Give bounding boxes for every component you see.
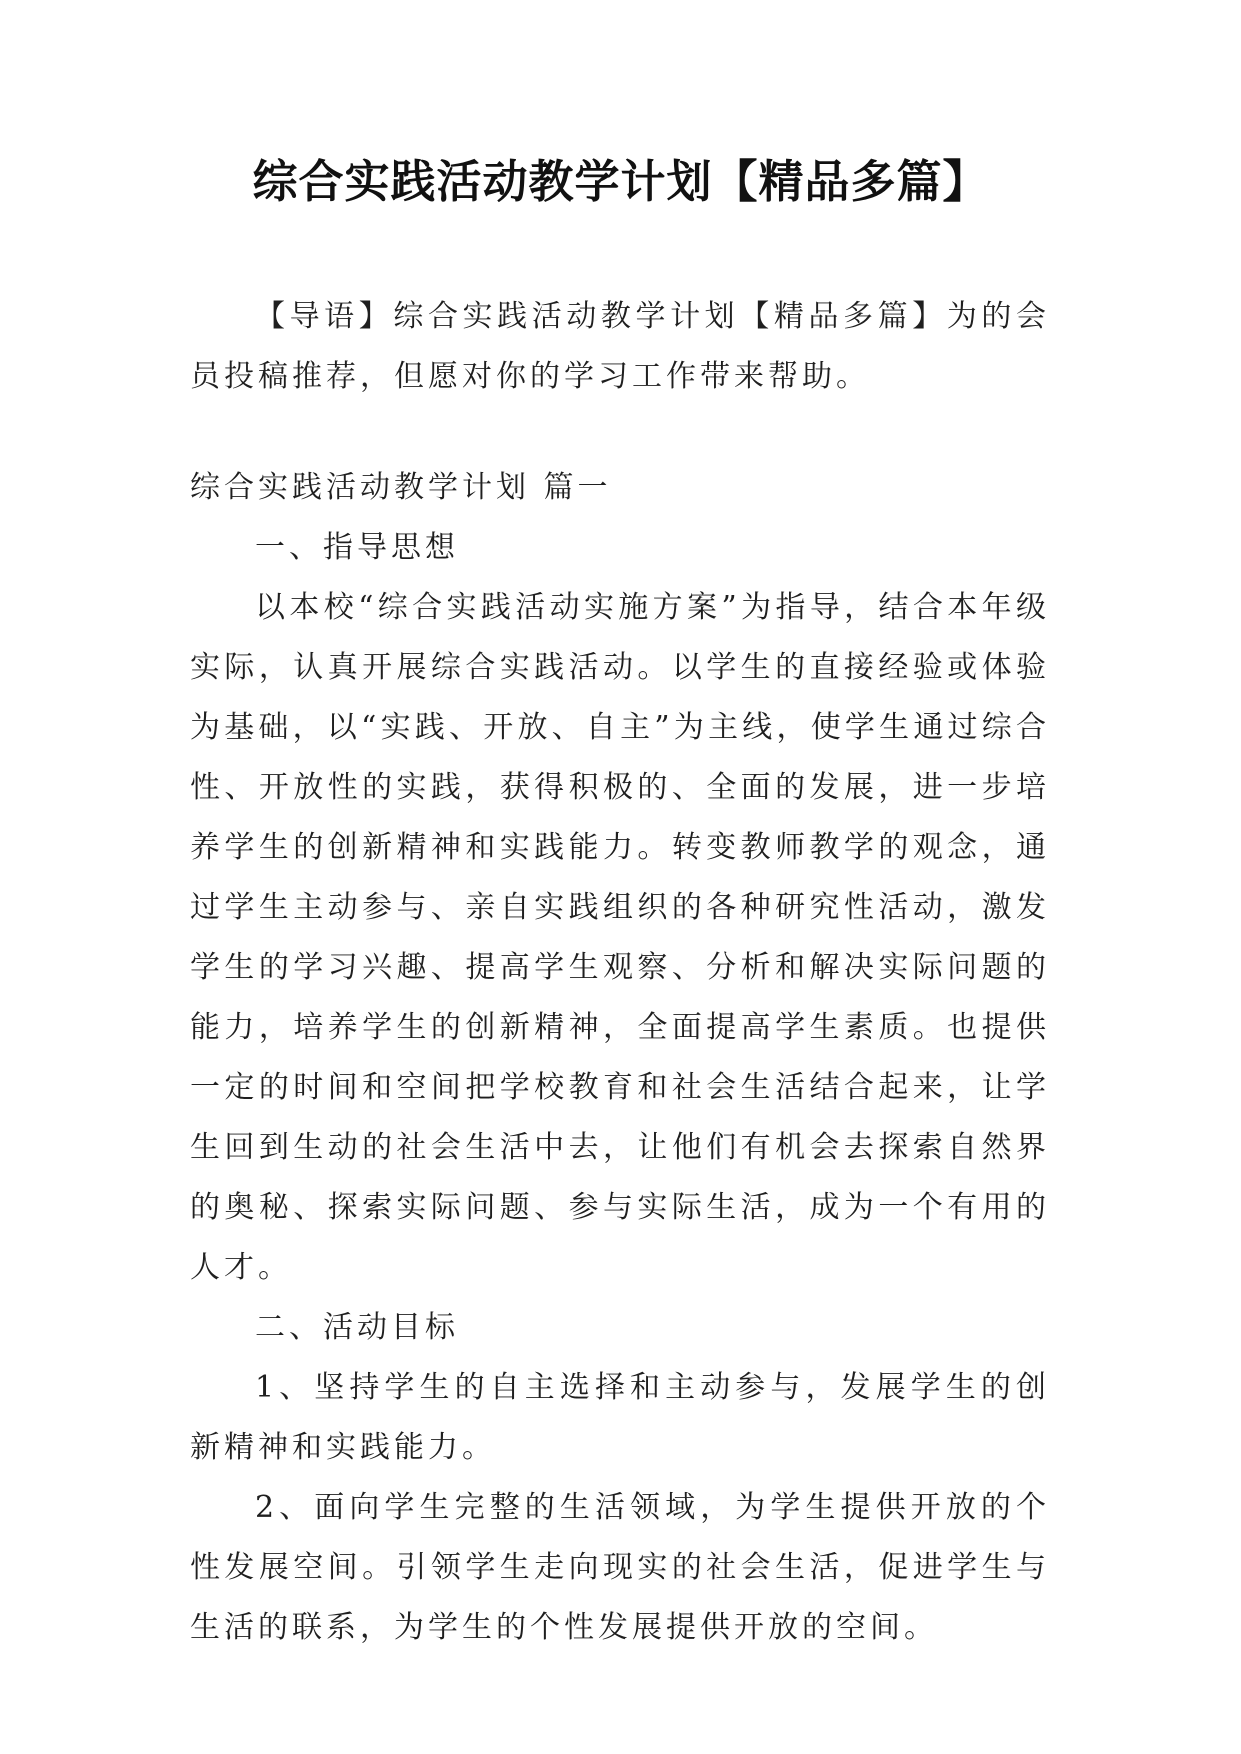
heading-guiding-ideology: 一、指导思想	[255, 530, 459, 565]
goal-item-1: 1、坚持学生的自主选择和主动参与，发展学生的创新精神和实践能力。	[190, 1370, 1050, 1465]
goal-item-2: 2、面向学生完整的生活领域，为学生提供开放的个性发展空间。引领学生走向现实的社会生活，促进学生与生活的联系，为学生的个性发展提供开放的空间。	[190, 1490, 1050, 1645]
intro-paragraph: 【导语】综合实践活动教学计划【精品多篇】为的会员投稿推荐，但愿对你的学习工作带来帮助。	[190, 299, 1050, 394]
section-content	[190, 518, 1050, 1658]
heading-activity-goals: 二、活动目标	[255, 1310, 459, 1345]
paragraph-guiding-ideology: 以本校“综合实践活动实施方案”为指导，结合本年级实际，认真开展综合实践活动。以学生的直接经验或体验为基础，以“实践、开放、自主”为主线，使学生通过综合性、开放性的实践，获得积极的、全面的发展，进一步培养学生的创新精神和实践能力。转变教师教学的观念，通过学生主动参与、亲自实践组织的各种研究性活动，激发学生的学习兴趣、提高学生观察、分析和解决实际问题的能力，培养学生的创新精神，全面提高学生素质。也提供一定的时间和空间把学校教育和社会生活结合起来，让学生回到生动的社会生活中去，让他们有机会去探索自然界的奥秘、探索实际问题、参与实际生活，成为一个有用的人才。	[190, 590, 1050, 1285]
section-title: 综合实践活动教学计划 篇一	[190, 470, 612, 505]
document-title: 综合实践活动教学计划【精品多篇】	[252, 155, 989, 208]
